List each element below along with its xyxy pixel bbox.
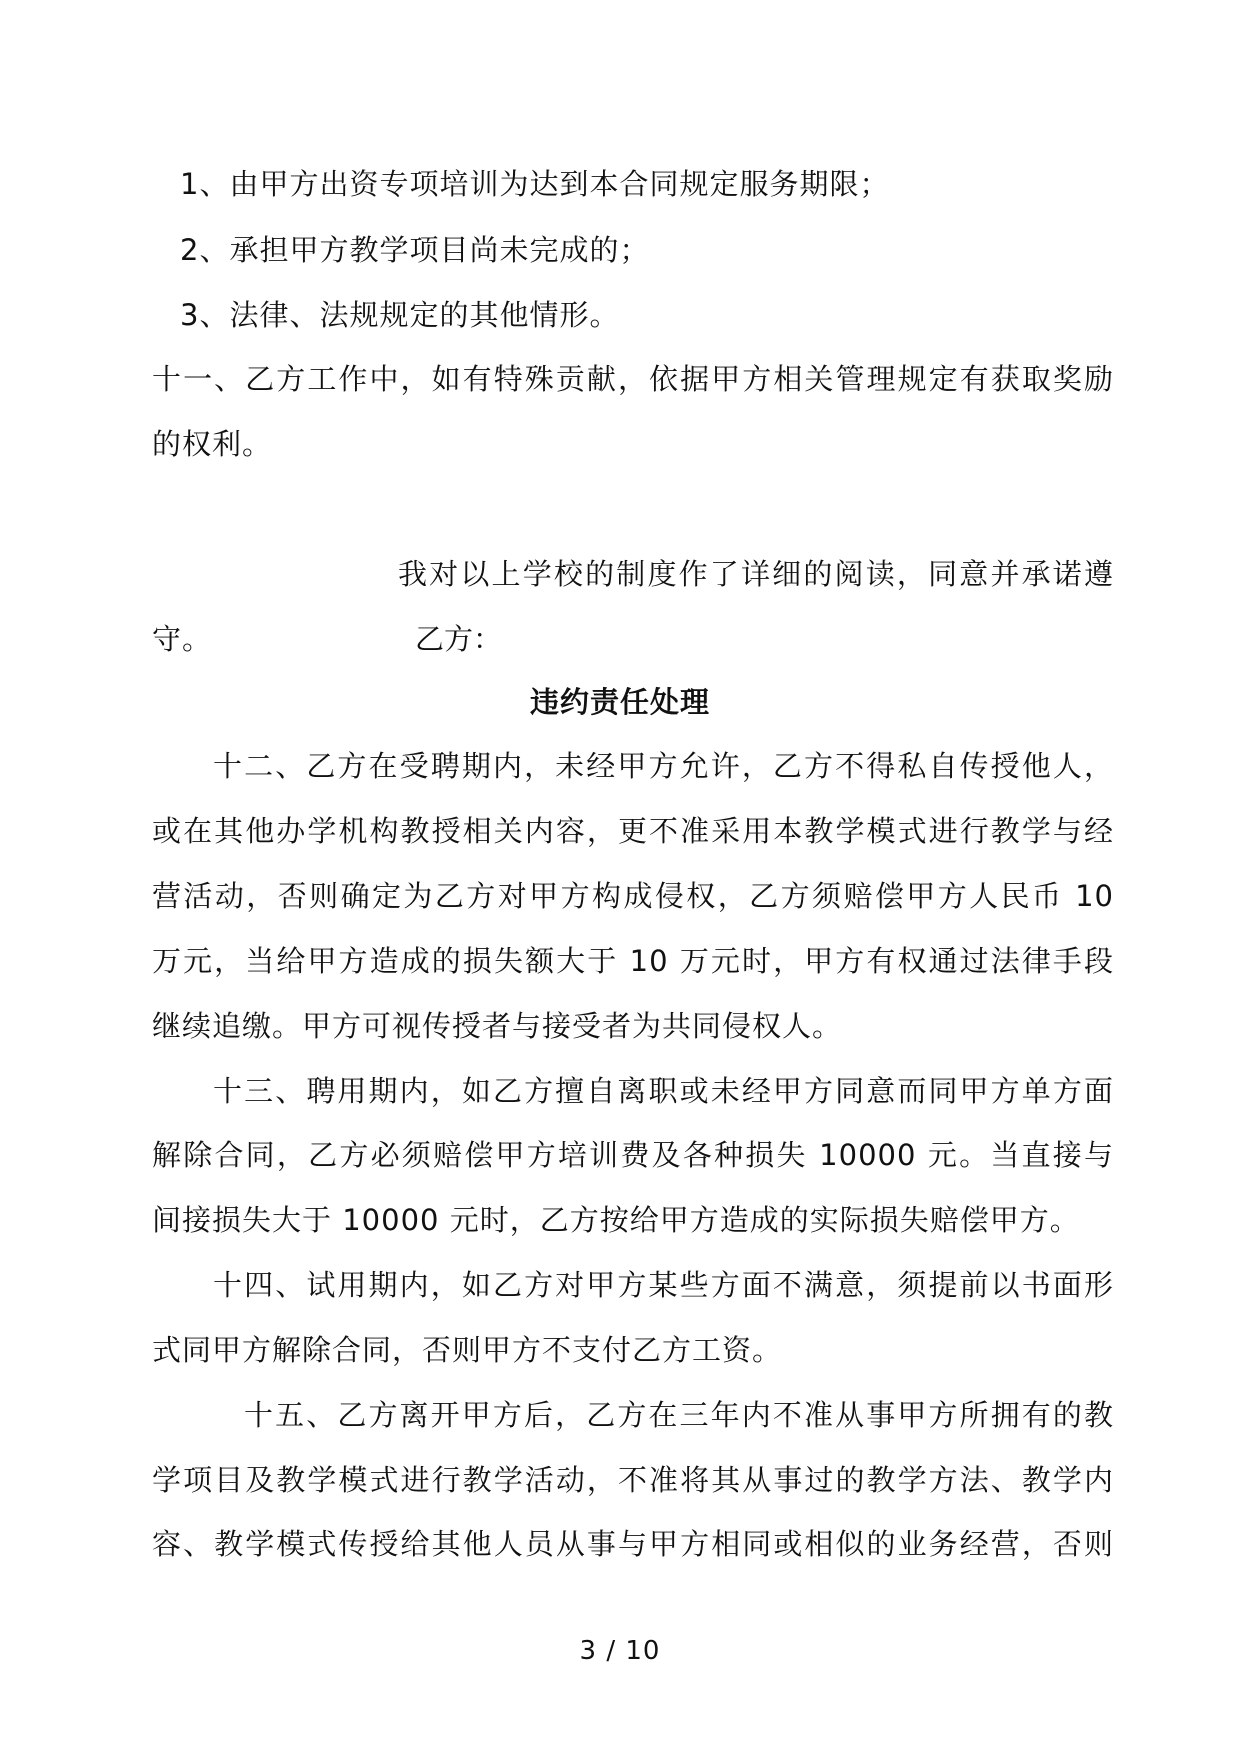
clause-12-line: 继续追缴。甲方可视传授者与接受者为共同侵权人。 — [152, 1009, 843, 1043]
clause-15-line: 学项目及教学模式进行教学活动，不准将其从事过的教学方法、教学内 — [152, 1463, 1114, 1497]
list-item: 1、由甲方出资专项培训为达到本合同规定服务期限； — [180, 167, 890, 201]
clause-13-line: 解除合同，乙方必须赔偿甲方培训费及各种损失 10000 元。当直接与 — [152, 1138, 1114, 1172]
clause-15-line: 容、教学模式传授给其他人员从事与甲方相同或相似的业务经营，否则 — [152, 1527, 1114, 1561]
acknowledgement-line-1: 我对以上学校的制度作了详细的阅读，同意并承诺遵 — [398, 557, 1114, 591]
clause-13-line: 十三、聘用期内，如乙方擅自离职或未经甲方同意而同甲方单方面 — [213, 1074, 1114, 1108]
party-b-signature-label: 乙方： — [415, 622, 503, 656]
clause-12-line: 万元，当给甲方造成的损失额大于 10 万元时，甲方有权通过法律手段 — [152, 944, 1114, 978]
clause-14-line: 式同甲方解除合同，否则甲方不支付乙方工资。 — [152, 1333, 783, 1367]
list-item: 2、承担甲方教学项目尚未完成的； — [180, 233, 650, 267]
clause-12-line: 或在其他办学机构教授相关内容，更不准采用本教学模式进行教学与经 — [152, 814, 1114, 848]
clause-13-line: 间接损失大于 10000 元时，乙方按给甲方造成的实际损失赔偿甲方。 — [152, 1203, 1080, 1237]
clause-12-line: 十二、乙方在受聘期内，未经甲方允许，乙方不得私自传授他人， — [213, 749, 1114, 783]
clause-11-line-2: 的权利。 — [152, 427, 273, 461]
list-item: 3、法律、法规规定的其他情形。 — [180, 298, 620, 332]
acknowledgement-line-2: 守。 — [152, 622, 213, 656]
page-number: 3 / 10 — [579, 1636, 661, 1666]
clause-12-line: 营活动，否则确定为乙方对甲方构成侵权，乙方须赔偿甲方人民币 10 — [152, 879, 1114, 913]
section-title: 违约责任处理 — [529, 685, 710, 719]
clause-14-line: 十四、试用期内，如乙方对甲方某些方面不满意，须提前以书面形 — [213, 1268, 1114, 1302]
clause-15-line: 十五、乙方离开甲方后，乙方在三年内不准从事甲方所拥有的教 — [244, 1398, 1114, 1432]
clause-11-line-1: 十一、乙方工作中，如有特殊贡献，依据甲方相关管理规定有获取奖励 — [152, 362, 1114, 396]
